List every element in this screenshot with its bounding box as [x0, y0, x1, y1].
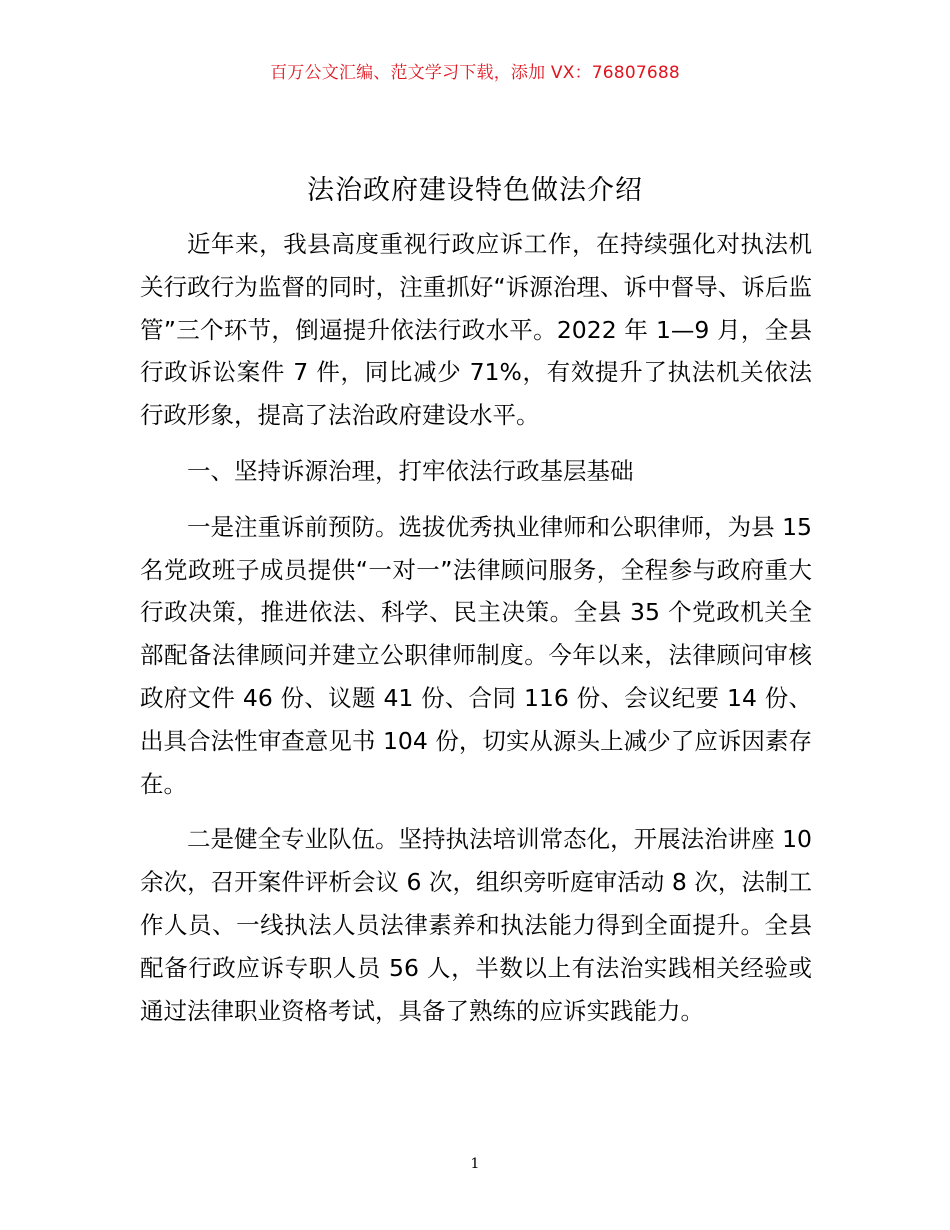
- watermark-header: 百万公文汇编、范文学习下载，添加 VX：76807688: [270, 63, 680, 83]
- section-heading-1: 一、坚持诉源治理，打牢依法行政基层基础: [187, 456, 634, 485]
- paragraph-professional-team: 二是健全专业队伍。坚持执法培训常态化，开展法治讲座 10 余次，召开案件评析会议 6 次，组织旁听庭审活动 8 次，法制工作人员、一线执法人员法律素养和执法能力得到全面提升。全县配备行政应诉专职人员 56 人，半数以上有法治实践相关经验或通过法律职业资格考试，具备了熟练的应诉实践能力。: [140, 825, 812, 1025]
- page-number: 1: [470, 1156, 480, 1172]
- document-title: 法治政府建设特色做法介绍: [307, 175, 643, 206]
- paragraph-intro: 近年来，我县高度重视行政应诉工作，在持续强化对执法机关行政行为监督的同时，注重抓好“诉源治理、诉中督导、诉后监管”三个环节，倒逼提升依法行政水平。2022 年 1—9 月，全县行政诉讼案件 7 件，同比减少 71%，有效提升了执法机关依法行政形象，提高了法治政府建设水平。: [140, 230, 812, 430]
- paragraph-pre-litigation-prevention: 一是注重诉前预防。选拔优秀执业律师和公职律师，为县 15 名党政班子成员提供“一对一”法律顾问服务，全程参与政府重大行政决策，推进依法、科学、民主决策。全县 35 个党政机关全部配备法律顾问并建立公职律师制度。今年以来，法律顾问审核政府文件 46 份、议题 41 份、合同 116 份、会议纪要 14 份、出具合法性审查意见书 104 份，切实从源头上减少了应诉因素存在。: [140, 512, 812, 798]
- document-body: [140, 223, 812, 1032]
